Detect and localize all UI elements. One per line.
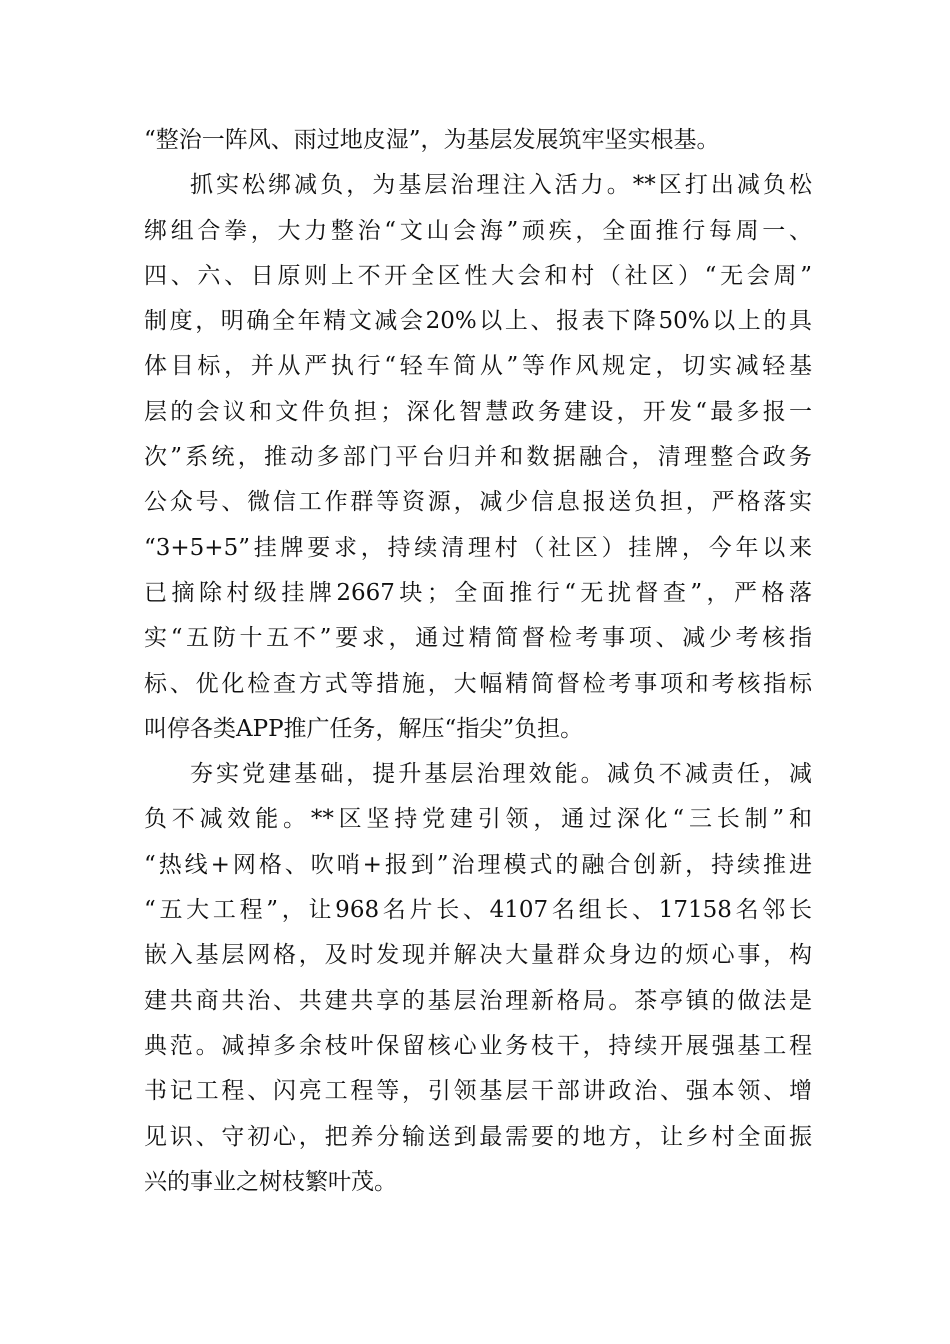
paragraph-line: 抓实松绑减负，为基层治理注入活力。**区打出减负松 xyxy=(190,172,812,199)
paragraph-line: 负不减效能。**区坚持党建引领，通过深化“三长制”和 xyxy=(144,806,812,833)
paragraph-line: 实“五防十五不”要求，通过精简督检考事项、减少考核指 xyxy=(144,625,812,652)
paragraph-line: 绑组合拳，大力整治“文山会海”顽疾，全面推行每周一、 xyxy=(144,217,812,244)
paragraph-line: 典范。减掉多余枝叶保留核心业务枝干，持续开展强基工程 xyxy=(144,1032,812,1059)
paragraph-line: 嵌入基层网格，及时发现并解决大量群众身边的烦心事，构 xyxy=(144,942,812,969)
paragraph-line: “五大工程”，让968名片长、4107名组长、17158名邻长 xyxy=(144,897,812,924)
paragraph-line: 建共商共治、共建共享的基层治理新格局。茶亭镇的做法是 xyxy=(144,987,812,1014)
document-body xyxy=(144,118,812,1205)
paragraph-line: 体目标，并从严执行“轻车简从”等作风规定，切实减轻基 xyxy=(144,353,812,380)
paragraph-line: 公众号、微信工作群等资源，减少信息报送负担，严格落实 xyxy=(144,489,812,516)
paragraph-line: 夯实党建基础，提升基层治理效能。减负不减责任，减 xyxy=(190,761,812,788)
paragraph-line: 制度，明确全年精文减会20%以上、报表下降50%以上的具 xyxy=(144,308,812,335)
paragraph-line: 次”系统，推动多部门平台归并和数据融合，清理整合政务 xyxy=(144,444,812,471)
paragraph-line: 叫停各类APP推广任务，解压“指尖”负担。 xyxy=(144,715,584,742)
paragraph-line: “3+5+5”挂牌要求，持续清理村（社区）挂牌，今年以来 xyxy=(144,534,812,561)
paragraph-line: 层的会议和文件负担；深化智慧政务建设，开发“最多报一 xyxy=(144,398,812,425)
paragraph-line: 见识、守初心，把养分输送到最需要的地方，让乡村全面振 xyxy=(144,1123,812,1150)
paragraph-line: 兴的事业之树枝繁叶茂。 xyxy=(144,1168,397,1195)
paragraph-line: 标、优化检查方式等措施，大幅精简督检考事项和考核指标 xyxy=(144,670,812,697)
paragraph-line: 四、六、日原则上不开全区性大会和村（社区）“无会周” xyxy=(144,262,812,289)
paragraph-line: 已摘除村级挂牌2667块；全面推行“无扰督查”，严格落 xyxy=(144,579,812,606)
paragraph-line: “整治一阵风、雨过地皮湿”，为基层发展筑牢坚实根基。 xyxy=(144,127,720,153)
paragraph-line: 书记工程、闪亮工程等，引领基层干部讲政治、强本领、增 xyxy=(144,1078,812,1105)
paragraph-line: “热线+网格、吹哨+报到”治理模式的融合创新，持续推进 xyxy=(144,851,812,878)
